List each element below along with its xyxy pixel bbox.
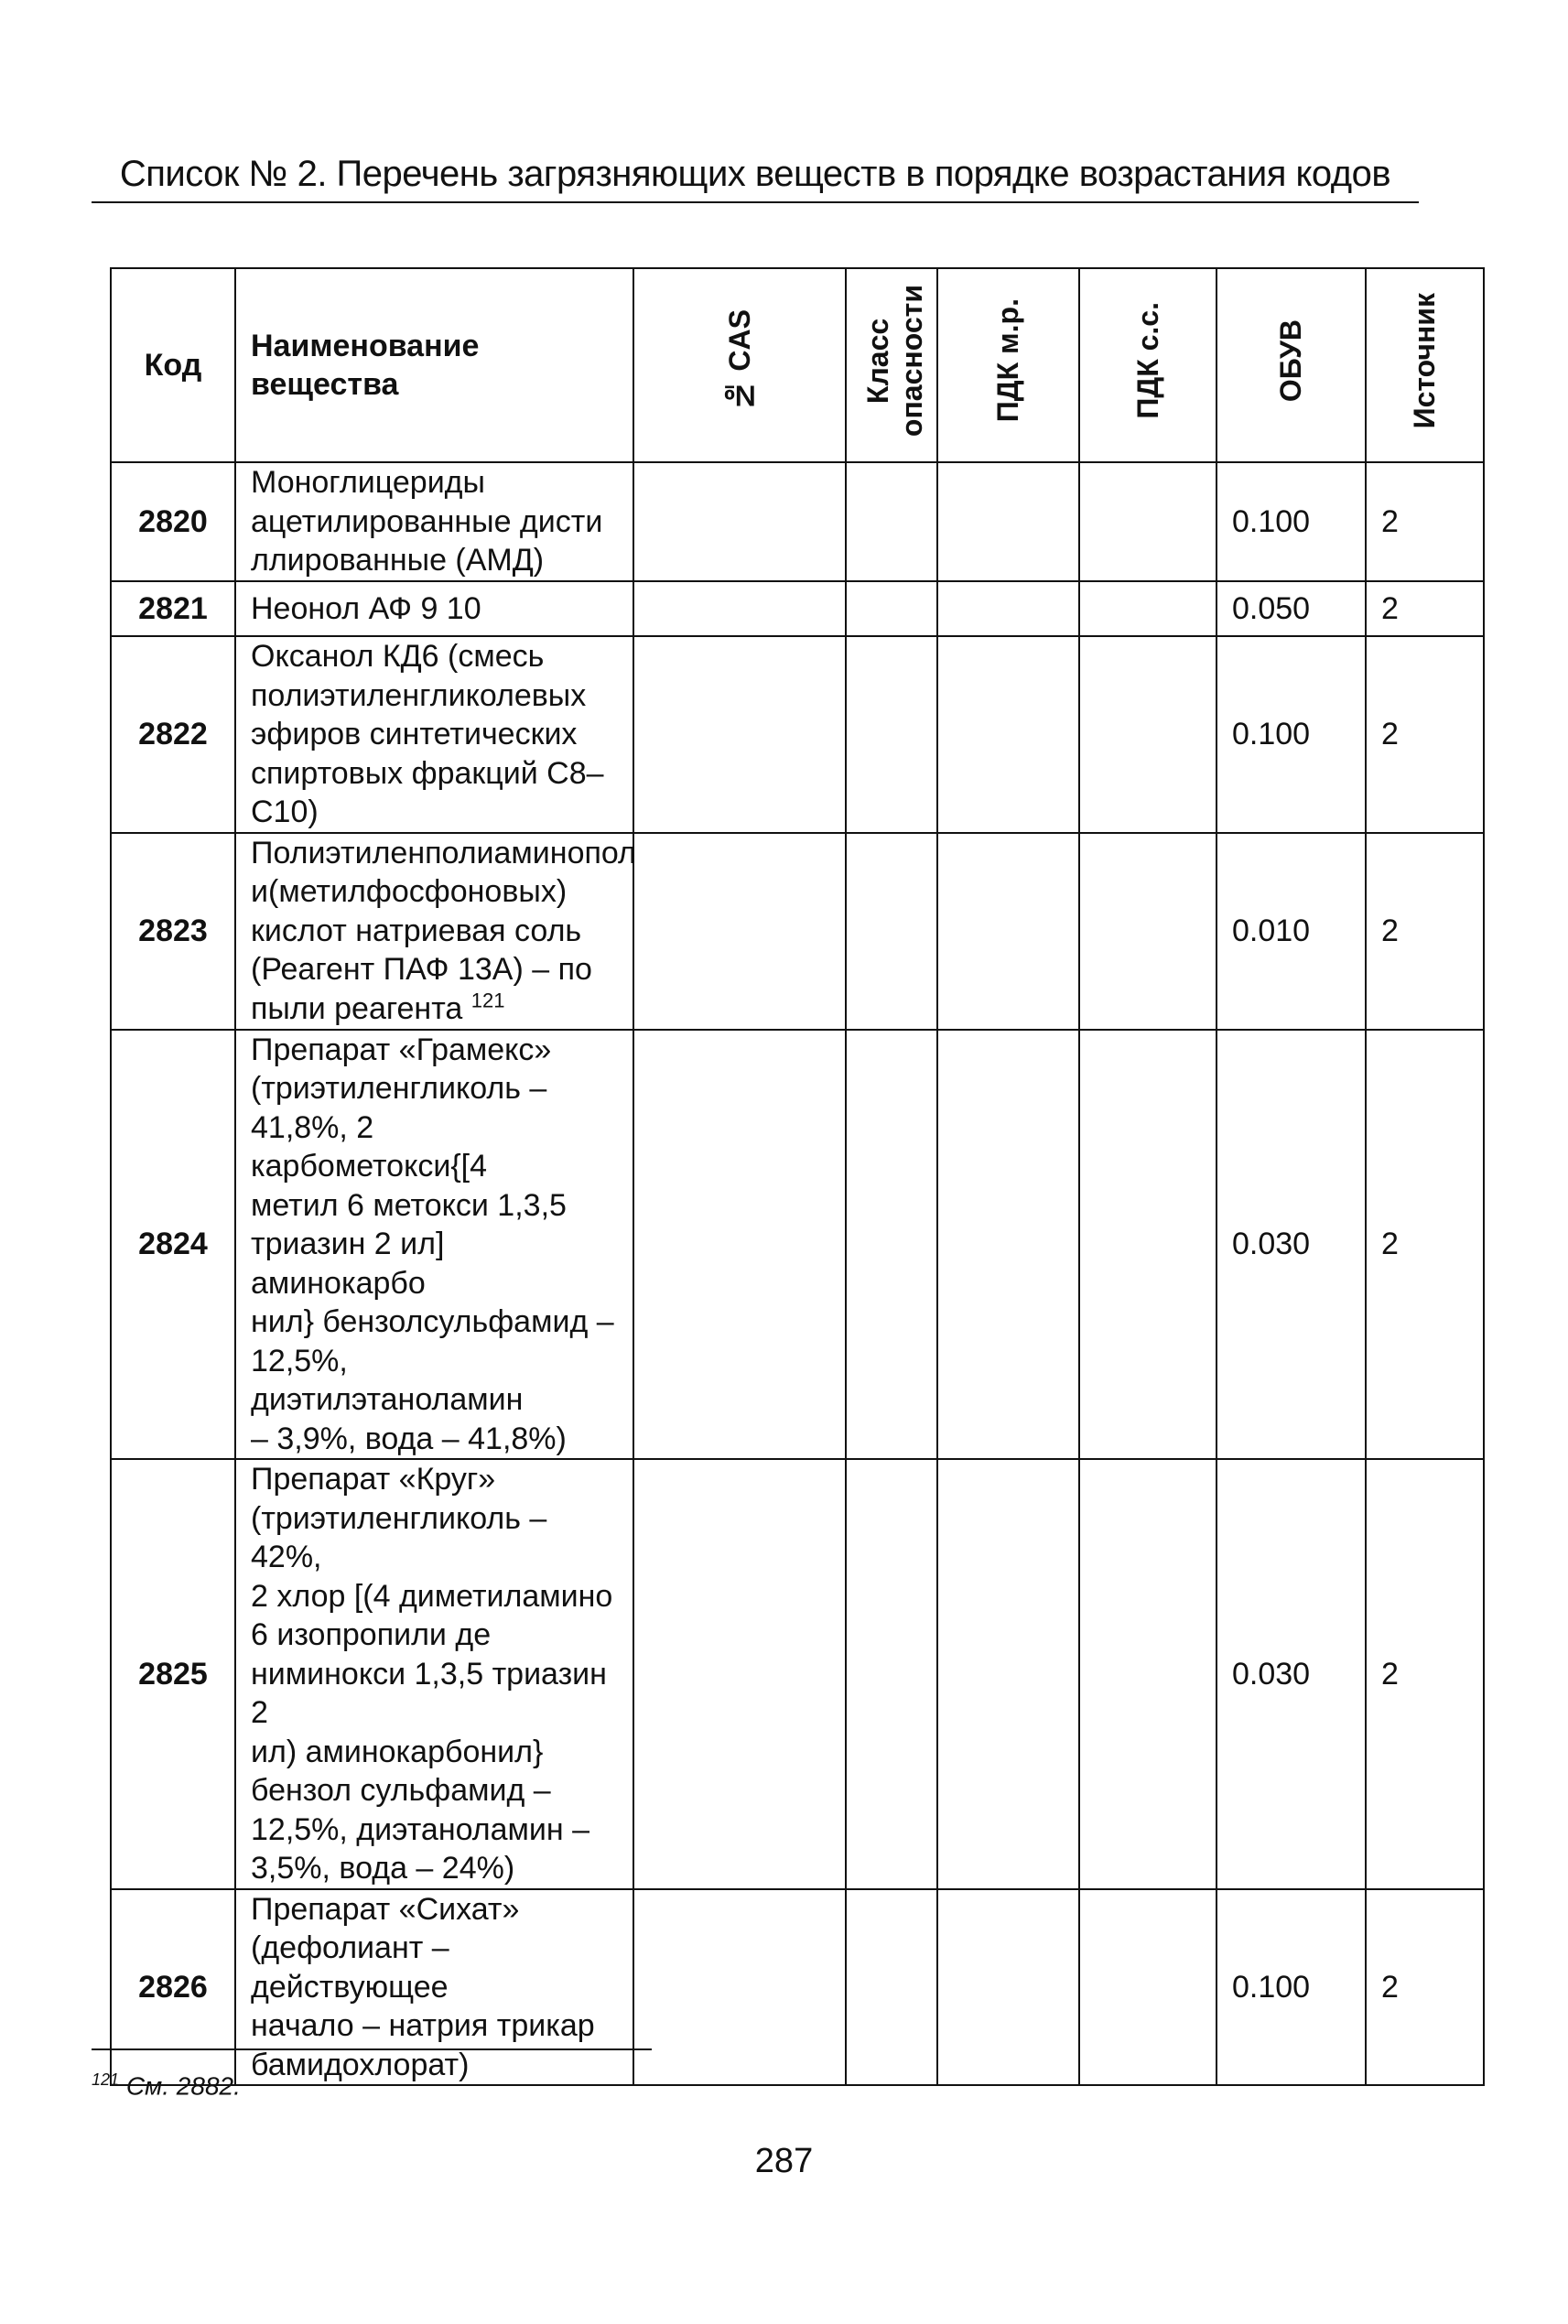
name-line: метил 6 метокси 1,3,5	[251, 1187, 567, 1223]
hazard-class-line1: Класс	[861, 318, 894, 404]
name-line: Препарат «Грамекс»	[251, 1032, 552, 1067]
table-row	[111, 833, 1484, 1030]
row-source: 2	[1366, 581, 1484, 636]
column-header-hazard-class-label	[861, 285, 929, 437]
name-line: полиэтиленгликолевых	[251, 677, 587, 713]
name-line: (дефолиант – действующее	[251, 1930, 449, 2005]
row-substance-name	[235, 462, 633, 581]
name-line: кислот натриевая соль	[251, 913, 582, 948]
name-line: триазин 2 ил] аминокарбо	[251, 1227, 445, 1301]
row-pdk-mr	[937, 1459, 1079, 1889]
footnote-text: См. 2882.	[125, 2071, 241, 2101]
column-header-pdk-ss	[1079, 268, 1217, 462]
row-hazard-class	[846, 581, 937, 636]
row-hazard-class	[846, 636, 937, 833]
pollutants-table	[110, 267, 1485, 2086]
table-row	[111, 636, 1484, 833]
column-header-obuv	[1217, 268, 1366, 462]
name-line: эфиров синтетических	[251, 717, 578, 751]
table-row	[111, 462, 1484, 581]
name-line: ллированные (АМД)	[251, 543, 545, 578]
row-cas	[633, 462, 846, 581]
row-substance-name	[235, 636, 633, 833]
row-pdk-mr	[937, 636, 1079, 833]
row-obuv: 0.050	[1217, 581, 1366, 636]
row-pdk-mr	[937, 462, 1079, 581]
row-obuv: 0.100	[1217, 1889, 1366, 2086]
table-row	[111, 1889, 1484, 2086]
column-header-pdk-mr-label: ПДК м.р.	[991, 298, 1025, 423]
name-line: 12,5%, диэтаноламин –	[251, 1811, 590, 1847]
row-cas	[633, 1889, 846, 2086]
column-header-pdk-mr	[937, 268, 1079, 462]
footnote-number: 121	[92, 2070, 120, 2089]
row-source: 2	[1366, 1030, 1484, 1460]
column-header-source-label: Источник	[1408, 292, 1442, 428]
page-header-title: Список № 2. Перечень загрязняющих веществ в порядке возрастания кодов	[119, 154, 1391, 194]
row-cas	[633, 1459, 846, 1889]
table-row	[111, 581, 1484, 636]
row-cas	[633, 636, 846, 833]
row-pdk-ss	[1079, 636, 1217, 833]
name-line: и(метилфосфоновых)	[251, 874, 568, 910]
column-header-cas	[633, 268, 846, 462]
row-code: 2824	[111, 1030, 235, 1460]
name-line: Оксанол КД6 (смесь	[251, 639, 545, 674]
row-code: 2823	[111, 833, 235, 1030]
name-line: (триэтиленгликоль – 42%,	[251, 1500, 547, 1574]
name-line: 3,5%, вода – 24%)	[251, 1851, 515, 1886]
row-hazard-class	[846, 1030, 937, 1460]
row-hazard-class	[846, 462, 937, 581]
column-header-hazard-class	[846, 268, 937, 462]
row-pdk-mr	[937, 1889, 1079, 2086]
footnote-rule	[92, 2048, 652, 2050]
name-line: пыли реагента	[251, 990, 463, 1026]
column-header-code: Код	[111, 268, 235, 462]
row-pdk-ss	[1079, 581, 1217, 636]
column-header-pdk-ss-label: ПДК с.с.	[1130, 301, 1164, 419]
page-number: 287	[754, 2142, 814, 2180]
name-line: бензол сульфамид –	[251, 1773, 551, 1808]
row-cas	[633, 1030, 846, 1460]
name-line: 2 хлор [(4 диметиламино	[251, 1578, 613, 1614]
hazard-class-line2: опасности	[894, 284, 928, 437]
name-line: Полиэтиленполиаминопол	[251, 835, 636, 870]
row-pdk-ss	[1079, 1889, 1217, 2086]
name-line: 6 изопропили де	[251, 1617, 492, 1652]
row-obuv: 0.030	[1217, 1459, 1366, 1889]
column-header-cas-label: № CAS	[722, 308, 756, 412]
name-line: ниминокси 1,3,5 триазин 2	[251, 1656, 607, 1730]
name-line: нил} бензолсульфамид –	[251, 1304, 614, 1339]
name-line: бамидохлорат)	[251, 2047, 470, 2082]
row-obuv: 0.010	[1217, 833, 1366, 1030]
name-line: (триэтиленгликоль –	[251, 1071, 547, 1106]
header-rule	[92, 201, 1419, 203]
name-line: ацетилированные дисти	[251, 503, 603, 539]
name-line: 12,5%, диэтилэтаноламин	[251, 1343, 524, 1417]
column-header-obuv-label: ОБУВ	[1274, 319, 1308, 402]
column-header-source	[1366, 268, 1484, 462]
row-substance-name	[235, 581, 633, 636]
row-code: 2822	[111, 636, 235, 833]
row-source: 2	[1366, 1889, 1484, 2086]
row-code: 2825	[111, 1459, 235, 1889]
row-cas	[633, 581, 846, 636]
row-substance-name	[235, 833, 636, 1030]
name-line: Моноглицериды	[251, 465, 485, 501]
row-pdk-mr	[937, 581, 1079, 636]
row-pdk-ss	[1079, 1459, 1217, 1889]
row-hazard-class	[846, 1889, 937, 2086]
row-pdk-mr	[937, 1030, 1079, 1460]
name-line: Препарат «Сихат»	[251, 1891, 520, 1927]
row-pdk-ss	[1079, 462, 1217, 581]
row-hazard-class	[846, 1459, 937, 1889]
row-obuv: 0.100	[1217, 636, 1366, 833]
table-header-row	[111, 268, 1484, 462]
row-source: 2	[1366, 636, 1484, 833]
row-pdk-mr	[937, 833, 1079, 1030]
column-header-name: Наименование вещества	[235, 268, 633, 462]
row-substance-name	[235, 1030, 633, 1460]
row-obuv: 0.100	[1217, 462, 1366, 581]
row-code: 2820	[111, 462, 235, 581]
row-pdk-ss	[1079, 833, 1217, 1030]
row-source: 2	[1366, 462, 1484, 581]
table-row	[111, 1459, 1484, 1889]
row-code: 2826	[111, 1889, 235, 2086]
row-substance-name	[235, 1459, 633, 1889]
row-source: 2	[1366, 833, 1484, 1030]
name-line: спиртовых фракций C8–C10)	[251, 755, 604, 829]
name-line: Неонол АФ 9 10	[251, 590, 481, 626]
row-code: 2821	[111, 581, 235, 636]
row-substance-name	[235, 1889, 633, 2086]
name-line: 41,8%, 2 карбометокси{[4	[251, 1109, 488, 1184]
name-line: Препарат «Круг»	[251, 1462, 496, 1497]
row-pdk-ss	[1079, 1030, 1217, 1460]
row-hazard-class	[846, 833, 937, 1030]
footnote	[92, 2070, 241, 2101]
row-cas	[633, 833, 846, 1030]
row-obuv: 0.030	[1217, 1030, 1366, 1460]
table-row	[111, 1030, 1484, 1460]
name-line: – 3,9%, вода – 41,8%)	[251, 1421, 567, 1456]
name-line: (Реагент ПАФ 13А) – по	[251, 952, 592, 988]
name-line: начало – натрия трикар	[251, 2008, 595, 2043]
row-source: 2	[1366, 1459, 1484, 1889]
name-line: ил) аминокарбонил}	[251, 1734, 544, 1769]
footnote-reference: 121	[470, 989, 505, 1012]
